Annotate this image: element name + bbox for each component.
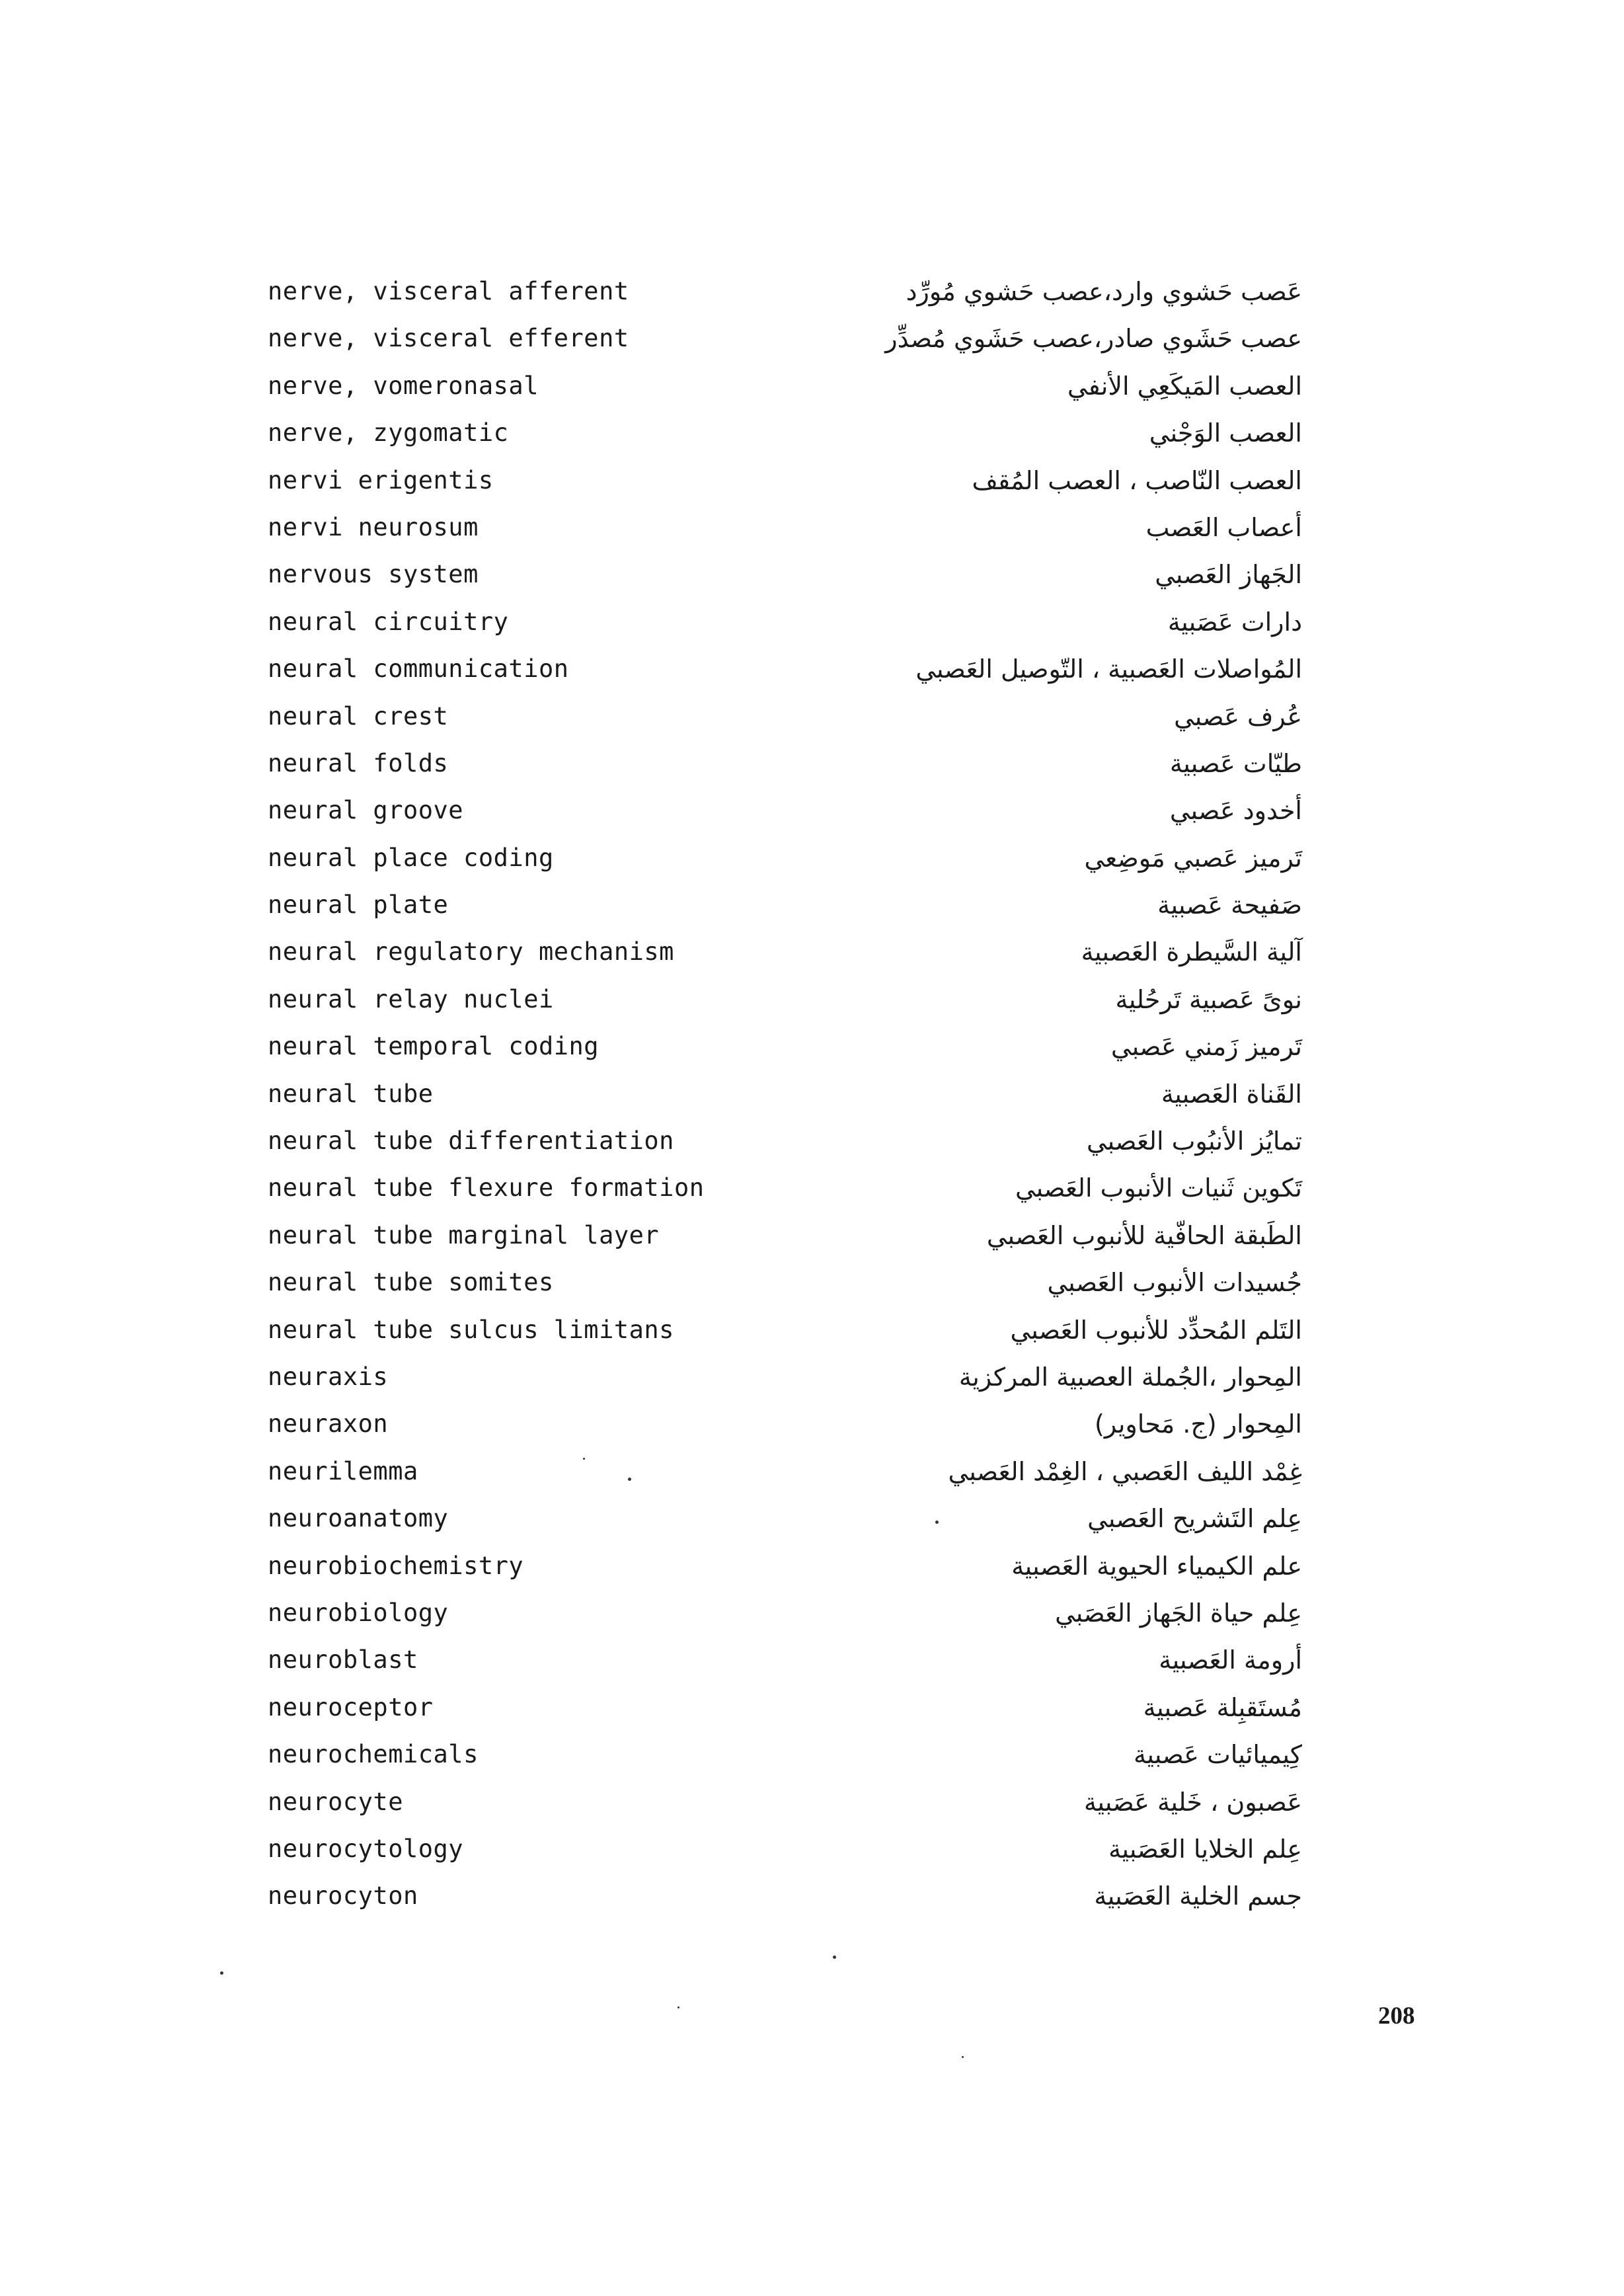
- glossary-entry: [268, 1404, 1302, 1450]
- scan-speck: [677, 2006, 679, 2008]
- arabic-term: دارات عَصَبية: [1167, 607, 1302, 637]
- glossary-entry: [268, 1074, 1302, 1121]
- scan-speck: [935, 1521, 939, 1524]
- glossary-entry: [268, 366, 1302, 413]
- arabic-term: جسم الخلية العَصَبية: [1094, 1881, 1302, 1911]
- arabic-term: عَصبون ، خَلية عَصَبية: [1084, 1787, 1302, 1817]
- english-term: neural folds: [268, 748, 449, 777]
- glossary-entry: [268, 1640, 1302, 1686]
- glossary-entry: [268, 1262, 1302, 1309]
- english-term: neurochemicals: [268, 1740, 479, 1769]
- english-term: nerve, zygomatic: [268, 418, 509, 448]
- english-term: neurocytology: [268, 1834, 464, 1863]
- glossary-entry: [268, 1876, 1302, 1922]
- glossary-entry: [268, 885, 1302, 931]
- arabic-term: جُسيدات الأنبوب العَصبي: [1047, 1268, 1302, 1298]
- arabic-term: تَرميز زَمني عَصبي: [1110, 1032, 1302, 1062]
- arabic-term: طيّات عَصبية: [1169, 748, 1302, 778]
- glossary-entry: [268, 271, 1302, 318]
- arabic-term: عُرف عَصبي: [1174, 701, 1302, 731]
- english-term: neural plate: [268, 891, 449, 920]
- arabic-term: صَفيحة عَصبية: [1157, 891, 1302, 920]
- english-term: neurilemma: [268, 1456, 418, 1485]
- arabic-term: المِحوار ،الجُملة العصبية المركزية: [958, 1362, 1302, 1392]
- glossary-entry: [268, 1734, 1302, 1781]
- english-term: neural tube marginal layer: [268, 1220, 660, 1249]
- scan-speck: [962, 2056, 964, 2058]
- english-term: neural relay nuclei: [268, 984, 554, 1013]
- arabic-term: آلية السَّيطرة العَصبية: [1081, 937, 1302, 967]
- glossary-entry: [268, 1546, 1302, 1593]
- page-number: 208: [1378, 2002, 1415, 2030]
- scan-speck: [833, 1956, 836, 1959]
- glossary-entry: [268, 838, 1302, 885]
- arabic-term: تَرميز عَصبي مَوضِعي: [1084, 843, 1302, 873]
- arabic-term: أخدود عَصبي: [1169, 796, 1302, 826]
- english-term: nerve, vomeronasal: [268, 371, 539, 400]
- glossary-entry: [268, 743, 1302, 790]
- arabic-term: غِمْد الليف العَصبي ، الغِمْد العَصبي: [948, 1456, 1302, 1486]
- english-term: neural groove: [268, 796, 464, 825]
- glossary-entry: [268, 413, 1302, 459]
- glossary-entry: [268, 602, 1302, 649]
- english-term: neuroanatomy: [268, 1504, 449, 1533]
- arabic-term: الطَبقة الحافّية للأنبوب العَصبي: [986, 1220, 1302, 1250]
- english-term: neuraxis: [268, 1362, 389, 1391]
- english-term: neural tube flexure formation: [268, 1173, 705, 1203]
- arabic-term: نوىً عَصبية تَرحُلية: [1115, 984, 1302, 1014]
- english-term: neural crest: [268, 701, 449, 731]
- arabic-term: مُستَقبِلة عَصبية: [1143, 1692, 1302, 1722]
- glossary-list: [268, 271, 1302, 1923]
- arabic-term: أرومة العَصبية: [1159, 1645, 1302, 1675]
- glossary-entry: [268, 1357, 1302, 1404]
- english-term: neuroblast: [268, 1645, 418, 1675]
- glossary-entry: [268, 696, 1302, 743]
- arabic-term: الجَهاز العَصبي: [1155, 560, 1302, 590]
- arabic-term: المُواصلات العَصبية ، التّوصيل العَصبي: [915, 654, 1302, 684]
- english-term: neurocyton: [268, 1881, 418, 1911]
- glossary-entry: [268, 790, 1302, 837]
- arabic-term: التَلم المُحدِّد للأنبوب العَصبي: [1010, 1315, 1302, 1345]
- glossary-entry: [268, 1310, 1302, 1357]
- arabic-term: عَصب حَشوي وارد،عصب حَشوي مُورِّد: [906, 277, 1302, 306]
- glossary-entry: [268, 318, 1302, 365]
- english-term: nerve, visceral efferent: [268, 324, 629, 353]
- english-term: neural place coding: [268, 843, 554, 872]
- arabic-term: عِلم حياة الجَهاز العَصَبي: [1055, 1598, 1302, 1628]
- english-term: nervi neurosum: [268, 512, 479, 541]
- glossary-entry: [268, 1121, 1302, 1168]
- english-term: neuraxon: [268, 1409, 389, 1439]
- glossary-entry: [268, 1026, 1302, 1073]
- glossary-entry: [268, 554, 1302, 601]
- arabic-term: كِيميائيات عَصبية: [1134, 1740, 1302, 1770]
- arabic-term: تمايُز الأنبُوب العَصبي: [1086, 1127, 1302, 1156]
- scan-speck: [583, 1458, 585, 1460]
- glossary-entry: [268, 1687, 1302, 1734]
- arabic-term: العصب النّاصب ، العصب المُقف: [972, 465, 1302, 495]
- glossary-entry: [268, 1782, 1302, 1829]
- arabic-term: أعصاب العَصب: [1145, 512, 1302, 542]
- glossary-entry: [268, 460, 1302, 507]
- glossary-entry: [268, 1215, 1302, 1262]
- glossary-entry: [268, 507, 1302, 554]
- arabic-term: عصب حَشَوي صادر،عصب حَشَوي مُصدِّر: [885, 324, 1302, 354]
- arabic-term: تَكوين ثَنيات الأنبوب العَصبي: [1015, 1173, 1302, 1203]
- arabic-term: العصب الوَجْني: [1149, 418, 1302, 448]
- english-term: neurobiology: [268, 1598, 449, 1627]
- glossary-entry: [268, 1168, 1302, 1214]
- english-term: neural tube sulcus limitans: [268, 1315, 674, 1344]
- glossary-entry: [268, 1829, 1302, 1876]
- english-term: nervous system: [268, 560, 479, 589]
- glossary-entry: [268, 979, 1302, 1026]
- glossary-entry: [268, 1498, 1302, 1545]
- english-term: neural regulatory mechanism: [268, 937, 674, 967]
- english-term: neural tube differentiation: [268, 1127, 674, 1156]
- english-term: neuroceptor: [268, 1692, 434, 1722]
- english-term: neural temporal coding: [268, 1032, 599, 1061]
- glossary-entry: [268, 1451, 1302, 1498]
- arabic-term: علم الكيمياء الحيوية العَصبية: [1011, 1551, 1302, 1581]
- english-term: neural tube: [268, 1079, 434, 1108]
- english-term: neurobiochemistry: [268, 1551, 524, 1580]
- english-term: nervi erigentis: [268, 465, 494, 495]
- english-term: neural circuitry: [268, 607, 509, 636]
- scan-speck: [220, 1971, 223, 1975]
- arabic-term: القَناة العَصبية: [1161, 1079, 1302, 1109]
- arabic-term: عِلم الخلايا العَصَبية: [1108, 1834, 1302, 1864]
- scan-speck: [628, 1478, 631, 1481]
- arabic-term: العصب المَيكَعِي الأنفي: [1067, 371, 1302, 401]
- arabic-term: المِحوار (ج. مَحاوير): [1095, 1409, 1302, 1439]
- english-term: neural communication: [268, 654, 569, 684]
- english-term: nerve, visceral afferent: [268, 277, 629, 305]
- arabic-term: عِلم التَشريح العَصبي: [1087, 1504, 1302, 1534]
- english-term: neurocyte: [268, 1787, 403, 1816]
- glossary-entry: [268, 1593, 1302, 1640]
- english-term: neural tube somites: [268, 1268, 554, 1297]
- glossary-entry: [268, 649, 1302, 695]
- glossary-entry: [268, 931, 1302, 978]
